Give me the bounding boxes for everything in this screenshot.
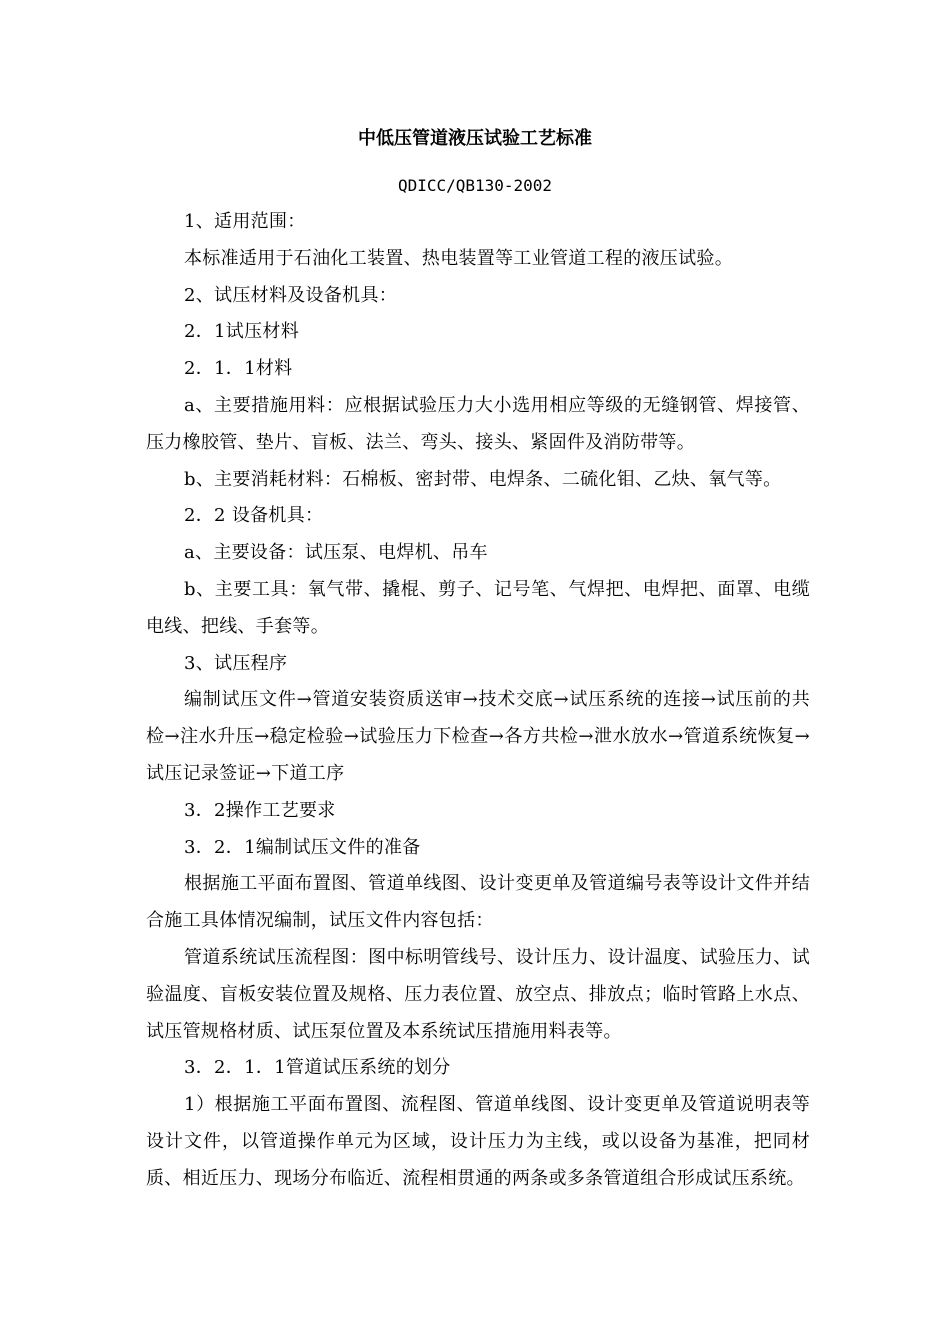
paragraph-main-tools: b、主要工具：氧气带、撬棍、剪子、记号笔、气焊把、电焊把、面罩、电缆电线、把线、手套等。	[146, 578, 810, 637]
paragraph-scope-heading: 1、适用范围：	[184, 211, 306, 232]
paragraph-procedure-heading: 3、试压程序	[184, 652, 288, 674]
paragraph-section-3-2: 3．2操作工艺要求	[184, 799, 336, 821]
paragraph-section-2-2: 2．2 设备机具：	[184, 505, 324, 527]
paragraph-main-materials: a、主要措施用料：应根据试验压力大小选用相应等级的无缝钢管、焊接管、压力橡胶管、垫片、盲板、法兰、弯头、接头、紧固件及消防带等。	[146, 394, 810, 453]
paragraph-section-2-1: 2．1试压材料	[184, 321, 300, 343]
paragraph-consumables: b、主要消耗材料：石棉板、密封带、电焊条、二硫化钼、乙炔、氧气等。	[184, 468, 782, 490]
paragraph-main-equipment: a、主要设备：试压泵、电焊机、吊车	[184, 542, 488, 564]
paragraph-system-division: 1）根据施工平面布置图、流程图、管道单线图、设计变更单及管道说明表等设计文件，以管道操作单元为区域，设计压力为主线，或以设备为基准，把同材质、相近压力、现场分布临近、流程相贯通的两条或多条管道组合形成试压系统。	[146, 1094, 810, 1189]
paragraph-section-2-1-1: 2．1．1材料	[184, 358, 293, 380]
paragraph-document-prep: 根据施工平面布置图、管道单线图、设计变更单及管道编号表等设计文件并结合施工具体情况编制，试压文件内容包括：	[146, 873, 810, 932]
paragraph-materials-heading: 2、试压材料及设备机具：	[184, 284, 398, 306]
paragraph-section-3-2-1: 3．2．1编制试压文件的准备	[184, 836, 421, 858]
paragraph-procedure-flow: 编制试压文件→管道安装资质送审→技术交底→试压系统的连接→试压前的共检→注水升压→稳定检验→试验压力下检查→各方共检→泄水放水→管道系统恢复→试压记录签证→下道工序	[146, 689, 810, 784]
standard-code: QDICC/QB130-2002	[397, 176, 553, 195]
paragraph-flow-diagram: 管道系统试压流程图：图中标明管线号、设计压力、设计温度、试验压力、试验温度、盲板安装位置及规格、压力表位置、放空点、排放点；临时管路上水点、试压管规格材质、试压泵位置及本系统试压措施用料表等。	[146, 946, 810, 1042]
document-body	[146, 204, 810, 1198]
paragraph-scope-text: 本标准适用于石油化工装置、热电装置等工业管道工程的液压试验。	[184, 247, 733, 269]
paragraph-section-3-2-1-1: 3．2．1．1管道试压系统的划分	[184, 1057, 451, 1079]
document-title: 中低压管道液压试验工艺标准	[358, 128, 592, 149]
